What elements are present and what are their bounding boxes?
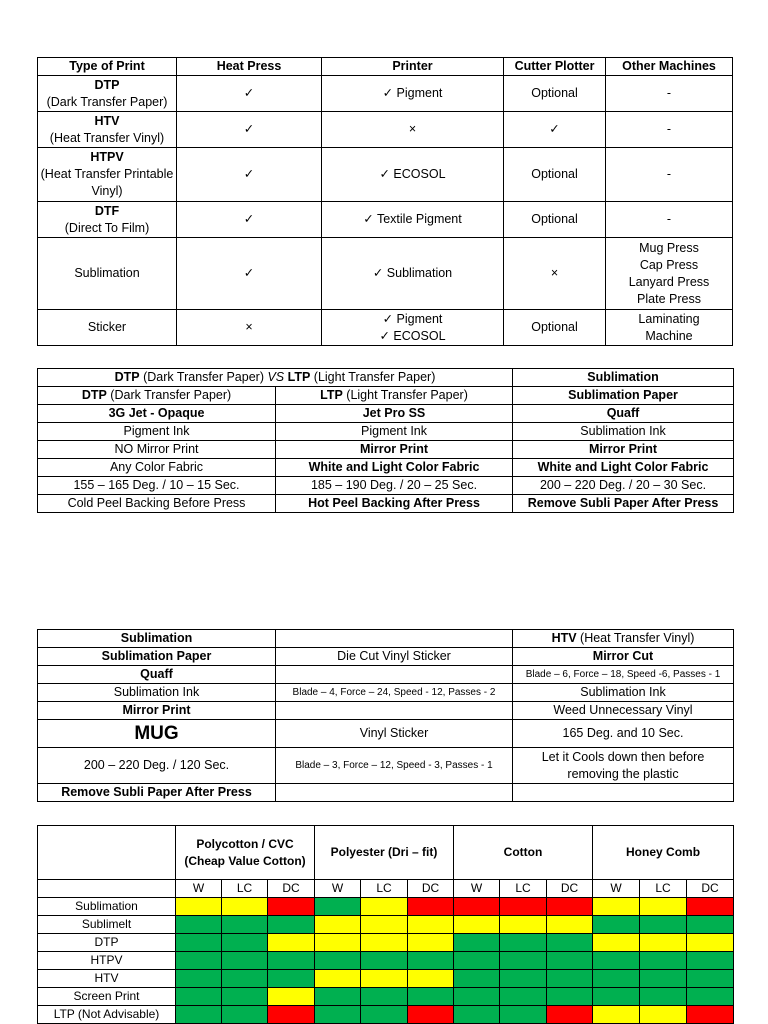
compat-cell xyxy=(315,1006,361,1024)
dtp-cell: 155 – 165 Deg. / 10 – 15 Sec. xyxy=(38,477,276,495)
other-cell: - xyxy=(606,112,733,148)
compat-row xyxy=(38,1006,734,1024)
ltp-cell: Hot Peel Backing After Press xyxy=(276,495,513,513)
heat-press-cell: ✓ xyxy=(177,202,322,238)
htv-cell xyxy=(513,784,734,802)
htv-header: HTV (Heat Transfer Vinyl) xyxy=(513,630,734,648)
compat-cell xyxy=(408,970,454,988)
printer-cell: × xyxy=(322,112,504,148)
print-method-label: Sublimation xyxy=(38,898,176,916)
compat-cell xyxy=(408,988,454,1006)
heat-press-cell: ✓ xyxy=(177,112,322,148)
compat-cell xyxy=(408,934,454,952)
compat-cell xyxy=(500,988,547,1006)
subheader-lc: LC xyxy=(500,880,547,898)
ltp-cell: Mirror Print xyxy=(276,441,513,459)
subheader-lc: LC xyxy=(640,880,687,898)
compat-cell xyxy=(361,988,408,1006)
compat-cell xyxy=(640,898,687,916)
compat-cell xyxy=(268,988,315,1006)
compat-cell xyxy=(315,898,361,916)
dtp-cell: Any Color Fabric xyxy=(38,459,276,477)
ltp-cell: 185 – 190 Deg. / 20 – 25 Sec. xyxy=(276,477,513,495)
compat-cell xyxy=(268,1006,315,1024)
compat-cell xyxy=(687,952,734,970)
other-cell: - xyxy=(606,148,733,202)
compat-cell xyxy=(454,970,500,988)
compat-cell xyxy=(176,988,222,1006)
sublimation-cell: 200 – 220 Deg. / 120 Sec. xyxy=(38,748,276,784)
sublimation-cell: Sublimation Paper xyxy=(513,387,734,405)
dtp-vs-ltp-header: DTP (Dark Transfer Paper) VS LTP (Light Transfer Paper) xyxy=(38,369,513,387)
compat-row xyxy=(38,952,734,970)
compat-cell xyxy=(361,934,408,952)
compat-cell xyxy=(593,916,640,934)
compat-cell xyxy=(640,916,687,934)
compat-cell xyxy=(640,1006,687,1024)
header-heat-press: Heat Press xyxy=(177,58,322,76)
sticker-cell: Die Cut Vinyl Sticker xyxy=(276,648,513,666)
group-polyester: Polyester (Dri – fit) xyxy=(315,826,454,880)
other-cell: - xyxy=(606,202,733,238)
compat-row xyxy=(38,970,734,988)
compat-cell xyxy=(547,988,593,1006)
compat-cell xyxy=(500,934,547,952)
compat-cell xyxy=(593,1006,640,1024)
compat-row xyxy=(38,934,734,952)
sublimation-cell: Sublimation xyxy=(38,630,276,648)
subheader-w: W xyxy=(593,880,640,898)
compat-cell xyxy=(687,898,734,916)
dtp-cell: 3G Jet - Opaque xyxy=(38,405,276,423)
fabric-compatibility-table xyxy=(37,825,734,1024)
compat-row xyxy=(38,898,734,916)
subheader-dc: DC xyxy=(268,880,315,898)
type-cell: Sublimation xyxy=(38,238,177,310)
print-method-label: Sublimelt xyxy=(38,916,176,934)
compat-cell xyxy=(222,970,268,988)
compat-cell xyxy=(176,898,222,916)
compat-cell xyxy=(408,916,454,934)
print-types-table xyxy=(37,57,733,346)
compat-cell xyxy=(315,952,361,970)
compat-cell xyxy=(547,952,593,970)
compat-cell xyxy=(593,952,640,970)
compat-cell xyxy=(268,898,315,916)
header-type-of-print: Type of Print xyxy=(38,58,177,76)
htv-cell: 165 Deg. and 10 Sec. xyxy=(513,720,734,748)
compat-cell xyxy=(454,898,500,916)
compat-cell xyxy=(547,934,593,952)
compat-cell xyxy=(640,970,687,988)
sublimation-header: Sublimation xyxy=(513,369,734,387)
cutter-cell: Optional xyxy=(504,310,606,346)
compat-cell xyxy=(361,898,408,916)
print-method-label: HTV xyxy=(38,970,176,988)
compat-cell xyxy=(454,934,500,952)
compat-cell xyxy=(593,970,640,988)
compat-cell xyxy=(687,1006,734,1024)
type-cell: Sticker xyxy=(38,310,177,346)
type-cell: DTF (Direct To Film) xyxy=(38,202,177,238)
corner-cell xyxy=(38,880,176,898)
sticker-cell: Vinyl Sticker xyxy=(276,720,513,748)
compat-cell xyxy=(640,988,687,1006)
dtp-cell: Cold Peel Backing Before Press xyxy=(38,495,276,513)
printer-cell: ✓ Pigment xyxy=(322,76,504,112)
ltp-cell: White and Light Color Fabric xyxy=(276,459,513,477)
sticker-cell: Blade – 4, Force – 24, Speed - 12, Passes - 2 xyxy=(276,684,513,702)
sublimation-cell: Sublimation Paper xyxy=(38,648,276,666)
sublimation-cell: Mirror Print xyxy=(513,441,734,459)
compat-cell xyxy=(222,952,268,970)
compat-cell xyxy=(500,1006,547,1024)
htv-cell: Weed Unnecessary Vinyl xyxy=(513,702,734,720)
sublimation-sticker-htv-table xyxy=(37,629,734,802)
compat-cell xyxy=(593,934,640,952)
group-cotton: Cotton xyxy=(454,826,593,880)
compat-cell xyxy=(454,1006,500,1024)
subheader-lc: LC xyxy=(361,880,408,898)
compat-cell xyxy=(176,1006,222,1024)
printer-cell: ✓ ECOSOL xyxy=(322,148,504,202)
compat-cell xyxy=(500,898,547,916)
subheader-dc: DC xyxy=(408,880,454,898)
type-cell: HTPV (Heat Transfer Printable Vinyl) xyxy=(38,148,177,202)
compat-cell xyxy=(593,988,640,1006)
subheader-dc: DC xyxy=(687,880,734,898)
htv-cell: Sublimation Ink xyxy=(513,684,734,702)
compat-row xyxy=(38,916,734,934)
compat-cell xyxy=(408,898,454,916)
group-polycotton: Polycotton / CVC (Cheap Value Cotton) xyxy=(176,826,315,880)
other-cell: Mug Press Cap Press Lanyard Press Plate Press xyxy=(606,238,733,310)
ltp-cell: LTP (Light Transfer Paper) xyxy=(276,387,513,405)
sticker-cell xyxy=(276,630,513,648)
compat-cell xyxy=(176,970,222,988)
color-subheader-row xyxy=(38,880,734,898)
subheader-lc: LC xyxy=(222,880,268,898)
cutter-cell: Optional xyxy=(504,148,606,202)
htv-cell: Mirror Cut xyxy=(513,648,734,666)
printer-cell: ✓ Textile Pigment xyxy=(322,202,504,238)
compat-cell xyxy=(315,934,361,952)
compat-cell xyxy=(500,952,547,970)
type-cell: HTV (Heat Transfer Vinyl) xyxy=(38,112,177,148)
compat-cell xyxy=(640,952,687,970)
other-cell: Laminating Machine xyxy=(606,310,733,346)
compat-cell xyxy=(593,898,640,916)
heat-press-cell: ✓ xyxy=(177,76,322,112)
sublimation-cell: MUG xyxy=(38,720,276,748)
cutter-cell: Optional xyxy=(504,76,606,112)
compat-cell xyxy=(361,1006,408,1024)
header-printer: Printer xyxy=(322,58,504,76)
compat-cell xyxy=(500,970,547,988)
sticker-cell xyxy=(276,666,513,684)
sublimation-cell: Sublimation Ink xyxy=(513,423,734,441)
other-cell: - xyxy=(606,76,733,112)
sublimation-cell: Quaff xyxy=(513,405,734,423)
ltp-cell: Jet Pro SS xyxy=(276,405,513,423)
htv-cell: Let it Cools down then before removing the plastic xyxy=(513,748,734,784)
compat-cell xyxy=(176,952,222,970)
sublimation-cell: Remove Subli Paper After Press xyxy=(513,495,734,513)
compat-cell xyxy=(547,916,593,934)
compat-cell xyxy=(500,916,547,934)
heat-press-cell: ✓ xyxy=(177,148,322,202)
sublimation-cell: Sublimation Ink xyxy=(38,684,276,702)
heat-press-cell: × xyxy=(177,310,322,346)
print-method-label: HTPV xyxy=(38,952,176,970)
printer-cell: ✓ Sublimation xyxy=(322,238,504,310)
compat-cell xyxy=(361,916,408,934)
compat-cell xyxy=(454,988,500,1006)
compat-cell xyxy=(687,988,734,1006)
sublimation-cell: White and Light Color Fabric xyxy=(513,459,734,477)
compat-cell xyxy=(547,1006,593,1024)
compat-cell xyxy=(640,934,687,952)
compat-cell xyxy=(408,952,454,970)
compat-cell xyxy=(454,916,500,934)
sticker-cell xyxy=(276,784,513,802)
cutter-cell: × xyxy=(504,238,606,310)
compat-cell xyxy=(268,952,315,970)
subheader-w: W xyxy=(176,880,222,898)
print-method-label: Screen Print xyxy=(38,988,176,1006)
compat-cell xyxy=(176,916,222,934)
sublimation-cell: 200 – 220 Deg. / 20 – 30 Sec. xyxy=(513,477,734,495)
compat-cell xyxy=(687,916,734,934)
compat-cell xyxy=(361,952,408,970)
compat-cell xyxy=(315,916,361,934)
subheader-dc: DC xyxy=(547,880,593,898)
ltp-cell: Pigment Ink xyxy=(276,423,513,441)
heat-press-cell: ✓ xyxy=(177,238,322,310)
subheader-w: W xyxy=(315,880,361,898)
compat-cell xyxy=(222,988,268,1006)
compat-cell xyxy=(454,952,500,970)
compat-cell xyxy=(268,970,315,988)
print-method-label: DTP xyxy=(38,934,176,952)
compat-cell xyxy=(268,916,315,934)
dtp-cell: DTP (Dark Transfer Paper) xyxy=(38,387,276,405)
compat-cell xyxy=(687,934,734,952)
cutter-cell: ✓ xyxy=(504,112,606,148)
compat-cell xyxy=(547,970,593,988)
compat-cell xyxy=(222,1006,268,1024)
subheader-w: W xyxy=(454,880,500,898)
header-cutter-plotter: Cutter Plotter xyxy=(504,58,606,76)
sticker-cell xyxy=(276,702,513,720)
print-method-label: LTP (Not Advisable) xyxy=(38,1006,176,1024)
compat-cell xyxy=(222,934,268,952)
dtp-cell: NO Mirror Print xyxy=(38,441,276,459)
sticker-cell: Blade – 3, Force – 12, Speed - 3, Passes - 1 xyxy=(276,748,513,784)
type-cell: DTP (Dark Transfer Paper) xyxy=(38,76,177,112)
compat-cell xyxy=(361,970,408,988)
htv-cell: Blade – 6, Force – 18, Speed -6, Passes - 1 xyxy=(513,666,734,684)
compat-cell xyxy=(222,898,268,916)
compat-row xyxy=(38,988,734,1006)
cutter-cell: Optional xyxy=(504,202,606,238)
compat-cell xyxy=(268,934,315,952)
dtp-cell: Pigment Ink xyxy=(38,423,276,441)
compat-cell xyxy=(547,898,593,916)
sublimation-cell: Mirror Print xyxy=(38,702,276,720)
printer-cell: ✓ Pigment ✓ ECOSOL xyxy=(322,310,504,346)
sublimation-cell: Quaff xyxy=(38,666,276,684)
compat-cell xyxy=(176,934,222,952)
compat-cell xyxy=(315,970,361,988)
compat-cell xyxy=(222,916,268,934)
sublimation-cell: Remove Subli Paper After Press xyxy=(38,784,276,802)
corner-cell xyxy=(38,826,176,880)
compat-cell xyxy=(408,1006,454,1024)
compat-cell xyxy=(315,988,361,1006)
dtp-ltp-comparison-table xyxy=(37,368,734,513)
group-honey-comb: Honey Comb xyxy=(593,826,734,880)
header-other-machines: Other Machines xyxy=(606,58,733,76)
compat-cell xyxy=(687,970,734,988)
